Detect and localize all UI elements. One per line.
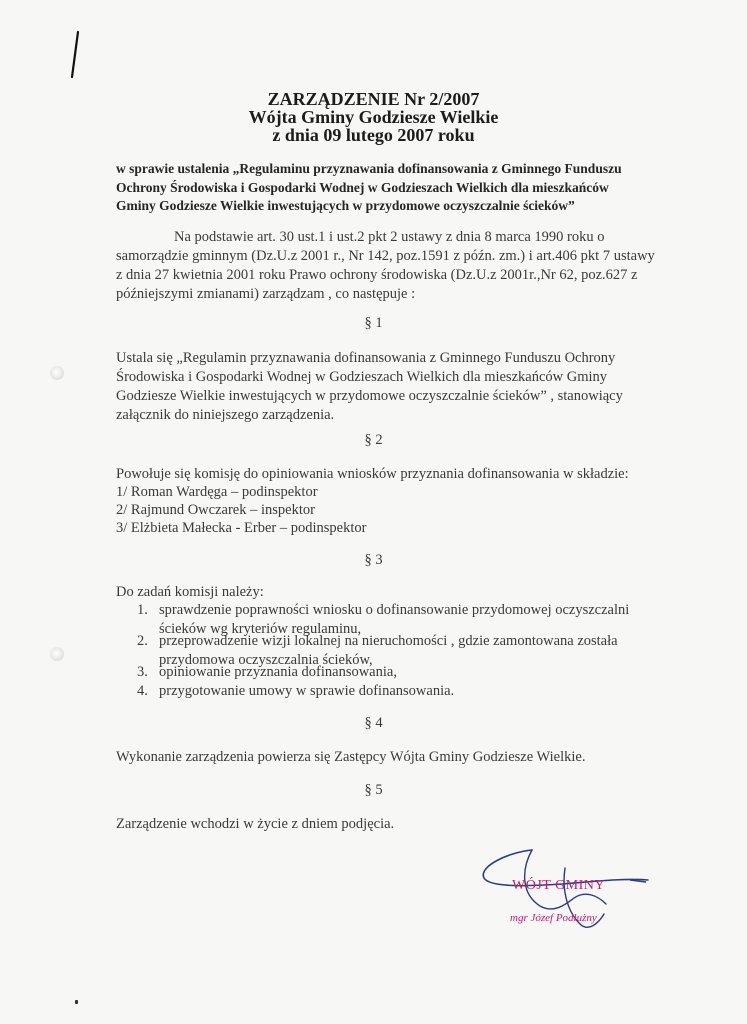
document-issuer: Wójta Gminy Godziesze Wielkie bbox=[248, 107, 499, 127]
subject-line-2: Ochrony Środowiska i Gospodarki Wodnej w Godzieszach Wielkich dla mieszkańców bbox=[116, 180, 609, 195]
section-2-heading: § 2 bbox=[364, 432, 383, 448]
subject-line-1: w sprawie ustalenia „Regulaminu przyznawania dofinansowania z Gminnego Funduszu bbox=[116, 161, 622, 176]
pen-mark-icon bbox=[68, 30, 82, 80]
speck-mark bbox=[75, 1000, 78, 1004]
section-2-line-2: 1/ Roman Wardęga – podinspektor bbox=[116, 484, 318, 500]
section-3-item-4-line-1: przygotowanie umowy w sprawie dofinansowania. bbox=[159, 683, 455, 699]
section-2-line-4: 3/ Elżbieta Małecka - Erber – podinspektor bbox=[116, 520, 367, 536]
section-1-line-1: Ustala się „Regulamin przyznawania dofinansowania z Gminnego Funduszu Ochrony bbox=[116, 350, 616, 366]
section-3-item-2-number: 2. bbox=[137, 633, 148, 649]
legal-basis-line-2: samorządzie gminnym (Dz.U.z 2001 r., Nr 142, poz.1591 z późn. zm.) i art.406 pkt 7 ustawy bbox=[116, 248, 655, 264]
section-3-item-4-number: 4. bbox=[137, 683, 148, 699]
section-3-intro: Do zadań komisji należy: bbox=[116, 584, 264, 600]
section-3-heading: § 3 bbox=[364, 552, 383, 568]
section-3-item-3-number: 3. bbox=[137, 664, 148, 680]
section-2-line-3: 2/ Rajmund Owczarek – inspektor bbox=[116, 502, 315, 518]
section-5-text: Zarządzenie wchodzi w życie z dniem podjęcia. bbox=[116, 816, 395, 832]
section-3-item-3-line-1: opiniowanie przyznania dofinansowania, bbox=[159, 664, 397, 680]
section-3-item-1-line-2: ścieków wg kryteriów regulaminu, bbox=[159, 621, 362, 637]
section-3-item-2-line-2: przydomowa oczyszczalnia ścieków, bbox=[159, 652, 373, 668]
legal-basis-line-4: późniejszymi zmianami) zarządzam , co następuje : bbox=[116, 286, 416, 302]
section-5-heading: § 5 bbox=[364, 782, 383, 798]
subject-line-3: Gminy Godziesze Wielkie inwestujących w przydomowe oczyszczalnie ścieków” bbox=[116, 198, 575, 213]
punch-hole-bottom bbox=[50, 647, 64, 661]
section-3-item-1-line-1: sprawdzenie poprawności wniosku o dofinansowanie przydomowej oczyszczalni bbox=[159, 602, 630, 618]
section-4-heading: § 4 bbox=[364, 715, 383, 731]
section-3-item-1-number: 1. bbox=[137, 602, 148, 618]
section-1-heading: § 1 bbox=[364, 315, 383, 331]
punch-hole-top bbox=[50, 366, 64, 380]
section-1-line-2: Środowiska i Gospodarki Wodnej w Godzieszach Wielkich dla mieszkańców Gminy bbox=[116, 369, 608, 385]
section-1-line-4: załącznik do niniejszego zarządzenia. bbox=[116, 407, 335, 423]
document-date: z dnia 09 lutego 2007 roku bbox=[272, 125, 475, 145]
section-2-line-1: Powołuje się komisję do opiniowania wniosków przyznania dofinansowania w składzie: bbox=[116, 466, 629, 482]
legal-basis-line-1: Na podstawie art. 30 ust.1 i ust.2 pkt 2 ustawy z dnia 8 marca 1990 roku o bbox=[174, 229, 605, 245]
section-4-text: Wykonanie zarządzenia powierza się Zastępcy Wójta Gminy Godziesze Wielkie. bbox=[116, 749, 586, 765]
official-stamp bbox=[470, 838, 670, 938]
legal-basis-line-3: z dnia 27 kwietnia 2001 roku Prawo ochrony środowiska (Dz.U.z 2001r.,Nr 62, poz.627 z bbox=[116, 267, 638, 283]
section-1-line-3: Godziesze Wielkie inwestujących w przydomowe oczyszczalnie ścieków” , stanowiący bbox=[116, 388, 623, 404]
document-title: ZARZĄDZENIE Nr 2/2007 bbox=[267, 89, 480, 109]
stamp-name: mgr Józef Podłużny bbox=[510, 912, 597, 924]
section-3-item-2-line-1: przeprowadzenie wizji lokalnej na nieruchomości , gdzie zamontowana została bbox=[159, 633, 618, 649]
stamp-title: WÓJT GMINY bbox=[512, 878, 606, 893]
